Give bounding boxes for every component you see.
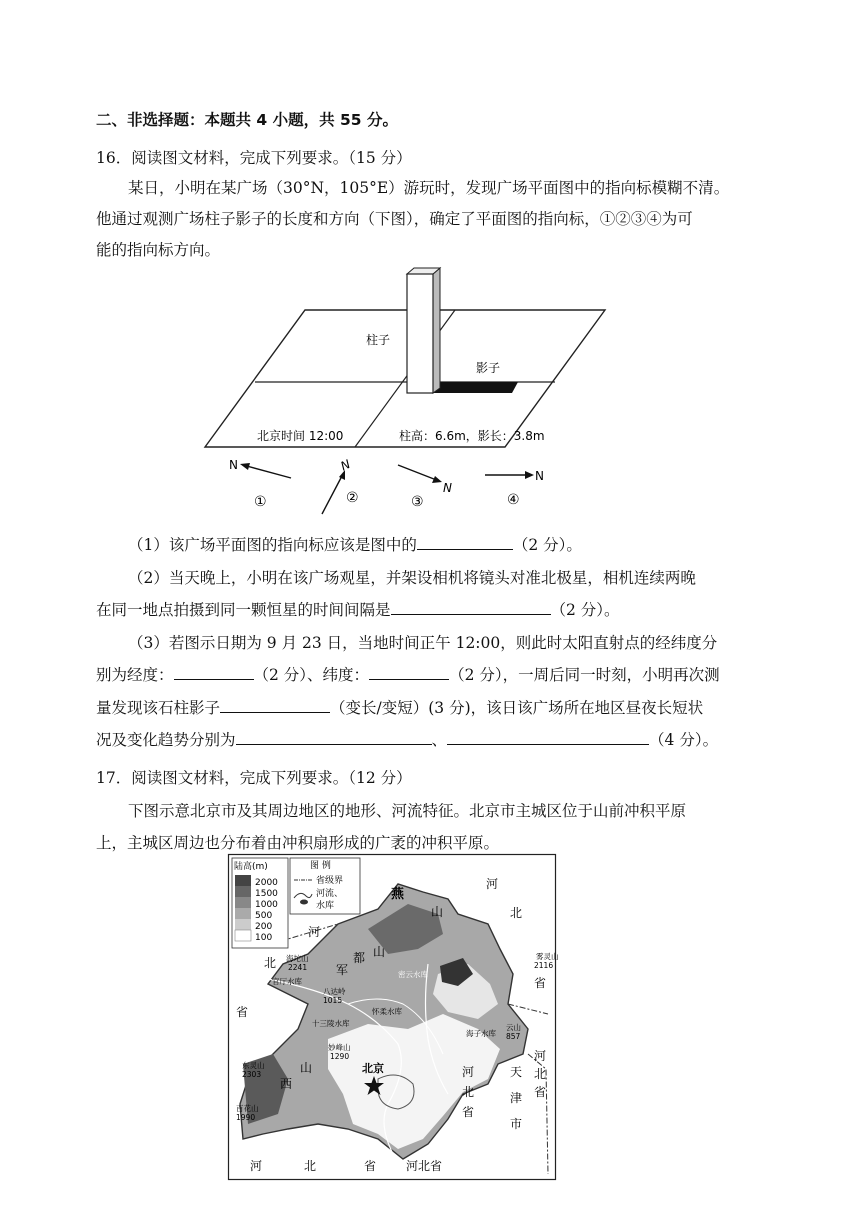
label-hebei-s-3: 省 <box>364 1159 377 1173</box>
label-tianjin-2: 津 <box>510 1091 523 1105</box>
pillar-side <box>433 268 440 393</box>
answer-blank-daylength-2[interactable] <box>447 730 649 745</box>
q16-sub2-text: 在同一地点拍摄到同一颗恒星的时间间隔是 <box>96 601 391 619</box>
reservoir-guanting: 官厅水库 <box>272 977 302 986</box>
arrow-3-line <box>398 465 439 481</box>
label-hebei-w-1: 河 <box>308 925 321 939</box>
q16-sub1-score: （2 分）。 <box>512 536 582 554</box>
arrow-1-letter: N <box>229 458 238 472</box>
reservoir-shisanling: 十三陵水库 <box>312 1019 350 1028</box>
label-hebei-n-2: 北 <box>510 906 523 920</box>
q16-sub3-text-2: （2 分），一周后同一时刻，小明再次测 <box>449 666 720 684</box>
label-hebei-w-2: 北 <box>264 956 277 970</box>
q16-sub3-shadow-label: 量发现该石柱影子 <box>96 699 221 717</box>
arrow-3-letter: N <box>443 481 452 495</box>
shadow-label: 影子 <box>476 361 501 375</box>
label-hebei-w-3: 省 <box>236 1005 249 1019</box>
peak-miaofeng-height: 1290 <box>330 1052 350 1061</box>
peak-yunshan-height: 857 <box>506 1032 521 1041</box>
beijing-terrain-map <box>228 854 559 1180</box>
label-jun: 军 <box>336 963 349 977</box>
arrow-1-number: ① <box>254 494 267 510</box>
label-shan-3: 山 <box>300 1061 313 1075</box>
q17-para-2: 上，主城区周边也分布着由冲积扇形成的广袤的冲积平原。 <box>96 834 500 852</box>
label-hebei-s-2: 北 <box>304 1159 317 1173</box>
q16-sub3-separator: 、 <box>431 731 448 749</box>
q16-para-1: 某日，小明在某广场（30°N，105°E）游玩时，发现广场平面图中的指向标模糊不清。 <box>128 179 730 197</box>
label-hebei-e-3: 省 <box>462 1105 475 1119</box>
arrow-1-line <box>243 465 291 478</box>
q16-sub3-text-3: （变长/变短）(3 分)，该日该广场所在地区昼夜长短状 <box>330 699 704 717</box>
peak-badaling: 八达岭 <box>323 987 346 996</box>
q16-sub3-daylength-label: 况及变化趋势分别为 <box>96 731 236 749</box>
q16-sub3-latitude-label: （2 分）、纬度： <box>253 666 370 684</box>
peak-wuling-height: 2116 <box>534 961 554 970</box>
peak-wuling: 雾灵山 <box>536 952 559 961</box>
q16-sub3-line3 <box>96 696 703 718</box>
arrow-1-head <box>240 463 250 470</box>
peak-baihua: 百花山 <box>236 1104 259 1113</box>
peak-badaling-height: 1015 <box>323 996 343 1005</box>
answer-blank-longitude[interactable] <box>174 665 254 680</box>
answer-blank-1[interactable] <box>417 535 513 550</box>
label-hebei-se: 河北省 <box>406 1159 443 1173</box>
symbol-legend-title: 图 例 <box>310 861 331 871</box>
elev-swatch-1000 <box>235 897 251 908</box>
label-hebei-n-3: 省 <box>534 976 547 990</box>
label-beijing: 北京 <box>362 1062 384 1075</box>
legend-reservoir-symbol <box>300 900 308 905</box>
q17-para-1: 下图示意北京市及其周边地区的地形、河流特征。北京市主城区位于山前冲积平原 <box>128 802 687 820</box>
elev-level-4: 200 <box>255 922 273 932</box>
elev-swatch-500 <box>235 908 251 919</box>
q16-sub2-line2 <box>96 598 620 620</box>
peak-yunshan: 云山 <box>506 1023 521 1032</box>
q16-sub1-text: （1）该广场平面图的指向标应该是图中的 <box>128 536 417 554</box>
legend-reservoir-label: 水库 <box>316 901 335 911</box>
q17-title: 17．阅读图文材料，完成下列要求。（12 分） <box>96 769 412 787</box>
arrow-3-number: ③ <box>411 494 424 510</box>
reservoir-huairou: 怀柔水库 <box>372 1007 402 1016</box>
arrow-4-number: ④ <box>507 492 520 508</box>
q16-sub3-line4 <box>96 728 718 750</box>
label-yan: 燕 <box>391 887 405 902</box>
peak-haituo: 海坨山 <box>286 954 309 963</box>
elev-level-1: 1500 <box>255 889 278 899</box>
pillar-front <box>407 274 433 393</box>
arrow-3-head <box>432 476 442 483</box>
legend-river-label: 河流、 <box>316 889 344 899</box>
label-hebei-ff-1: 河 <box>534 1049 547 1063</box>
q16-sub3-longitude-label: 别为经度： <box>96 666 174 684</box>
elev-level-3: 500 <box>255 911 273 921</box>
q16-sub3-score-4: （4 分）。 <box>649 731 719 749</box>
q16-para-3: 能的指向标方向。 <box>96 241 221 259</box>
q16-sub2-score: （2 分）。 <box>550 601 620 619</box>
label-hebei-e-2: 北 <box>462 1085 475 1099</box>
peak-haituo-height: 2241 <box>288 963 308 972</box>
elevation-legend-title: 陆高(m) <box>234 862 268 872</box>
arrow-4-head <box>525 471 534 479</box>
label-tianjin-1: 天 <box>510 1065 523 1079</box>
elev-level-5: 100 <box>255 933 273 943</box>
label-du: 都 <box>353 951 366 965</box>
arrow-2-number: ② <box>346 490 359 506</box>
legend-border-label: 省级界 <box>316 876 344 886</box>
answer-blank-latitude[interactable] <box>369 665 449 680</box>
arrow-2-letter: N <box>338 456 353 474</box>
peak-dongling-height: 2303 <box>242 1070 262 1079</box>
elev-level-2: 1000 <box>255 900 278 910</box>
elev-swatch-100 <box>235 930 251 941</box>
q16-sub1 <box>128 533 582 555</box>
label-hebei-ff-2: 北 <box>534 1067 547 1081</box>
arrow-2-line <box>322 474 343 514</box>
reservoir-haizi: 海子水库 <box>466 1029 496 1038</box>
pillar-shadow-figure <box>200 262 620 520</box>
answer-blank-shadow[interactable] <box>220 698 330 713</box>
pillar-label: 柱子 <box>366 333 391 347</box>
label-hebei-n-1: 河 <box>486 877 499 891</box>
arrow-4-letter: N <box>535 469 544 483</box>
q16-sub3-line1: （3）若图示日期为 9 月 23 日，当地时间正午 12:00，则此时太阳直射点的经纬度分 <box>128 634 718 652</box>
q16-title: 16．阅读图文材料，完成下列要求。（15 分） <box>96 149 412 167</box>
peak-dongling: 东灵山 <box>242 1061 265 1070</box>
reservoir-miyun: 密云水库 <box>398 970 428 979</box>
label-shan-1: 山 <box>431 905 444 919</box>
time-label: 北京时间 12:00 <box>257 429 344 443</box>
answer-blank-daylength-1[interactable] <box>236 730 432 745</box>
label-tianjin-3: 市 <box>510 1117 523 1131</box>
elev-level-0: 2000 <box>255 878 278 888</box>
q16-sub3-line2 <box>96 663 720 685</box>
label-hebei-s-1: 河 <box>250 1159 263 1173</box>
size-label: 柱高：6.6m，影长：3.8m <box>399 429 545 443</box>
shadow-mark <box>433 382 518 393</box>
answer-blank-2[interactable] <box>391 600 551 615</box>
q16-sub2-line1: （2）当天晚上，小明在该广场观星，并架设相机将镜头对准北极星，相机连续两晚 <box>128 569 696 587</box>
label-xi: 西 <box>280 1077 293 1091</box>
label-shan-2: 山 <box>373 945 386 959</box>
peak-baihua-height: 1990 <box>236 1113 256 1122</box>
section-heading: 二、非选择题：本题共 4 小题，共 55 分。 <box>96 111 398 129</box>
peak-miaofeng: 妙峰山 <box>328 1043 351 1052</box>
elev-swatch-200 <box>235 919 251 930</box>
label-hebei-e-1: 河 <box>462 1065 475 1079</box>
label-hebei-ff-3: 省 <box>534 1085 547 1099</box>
elev-swatch-1500 <box>235 886 251 897</box>
q16-para-2: 他通过观测广场柱子影子的长度和方向（下图），确定了平面图的指向标，①②③④为可 <box>96 210 693 228</box>
elev-swatch-2000 <box>235 875 251 886</box>
